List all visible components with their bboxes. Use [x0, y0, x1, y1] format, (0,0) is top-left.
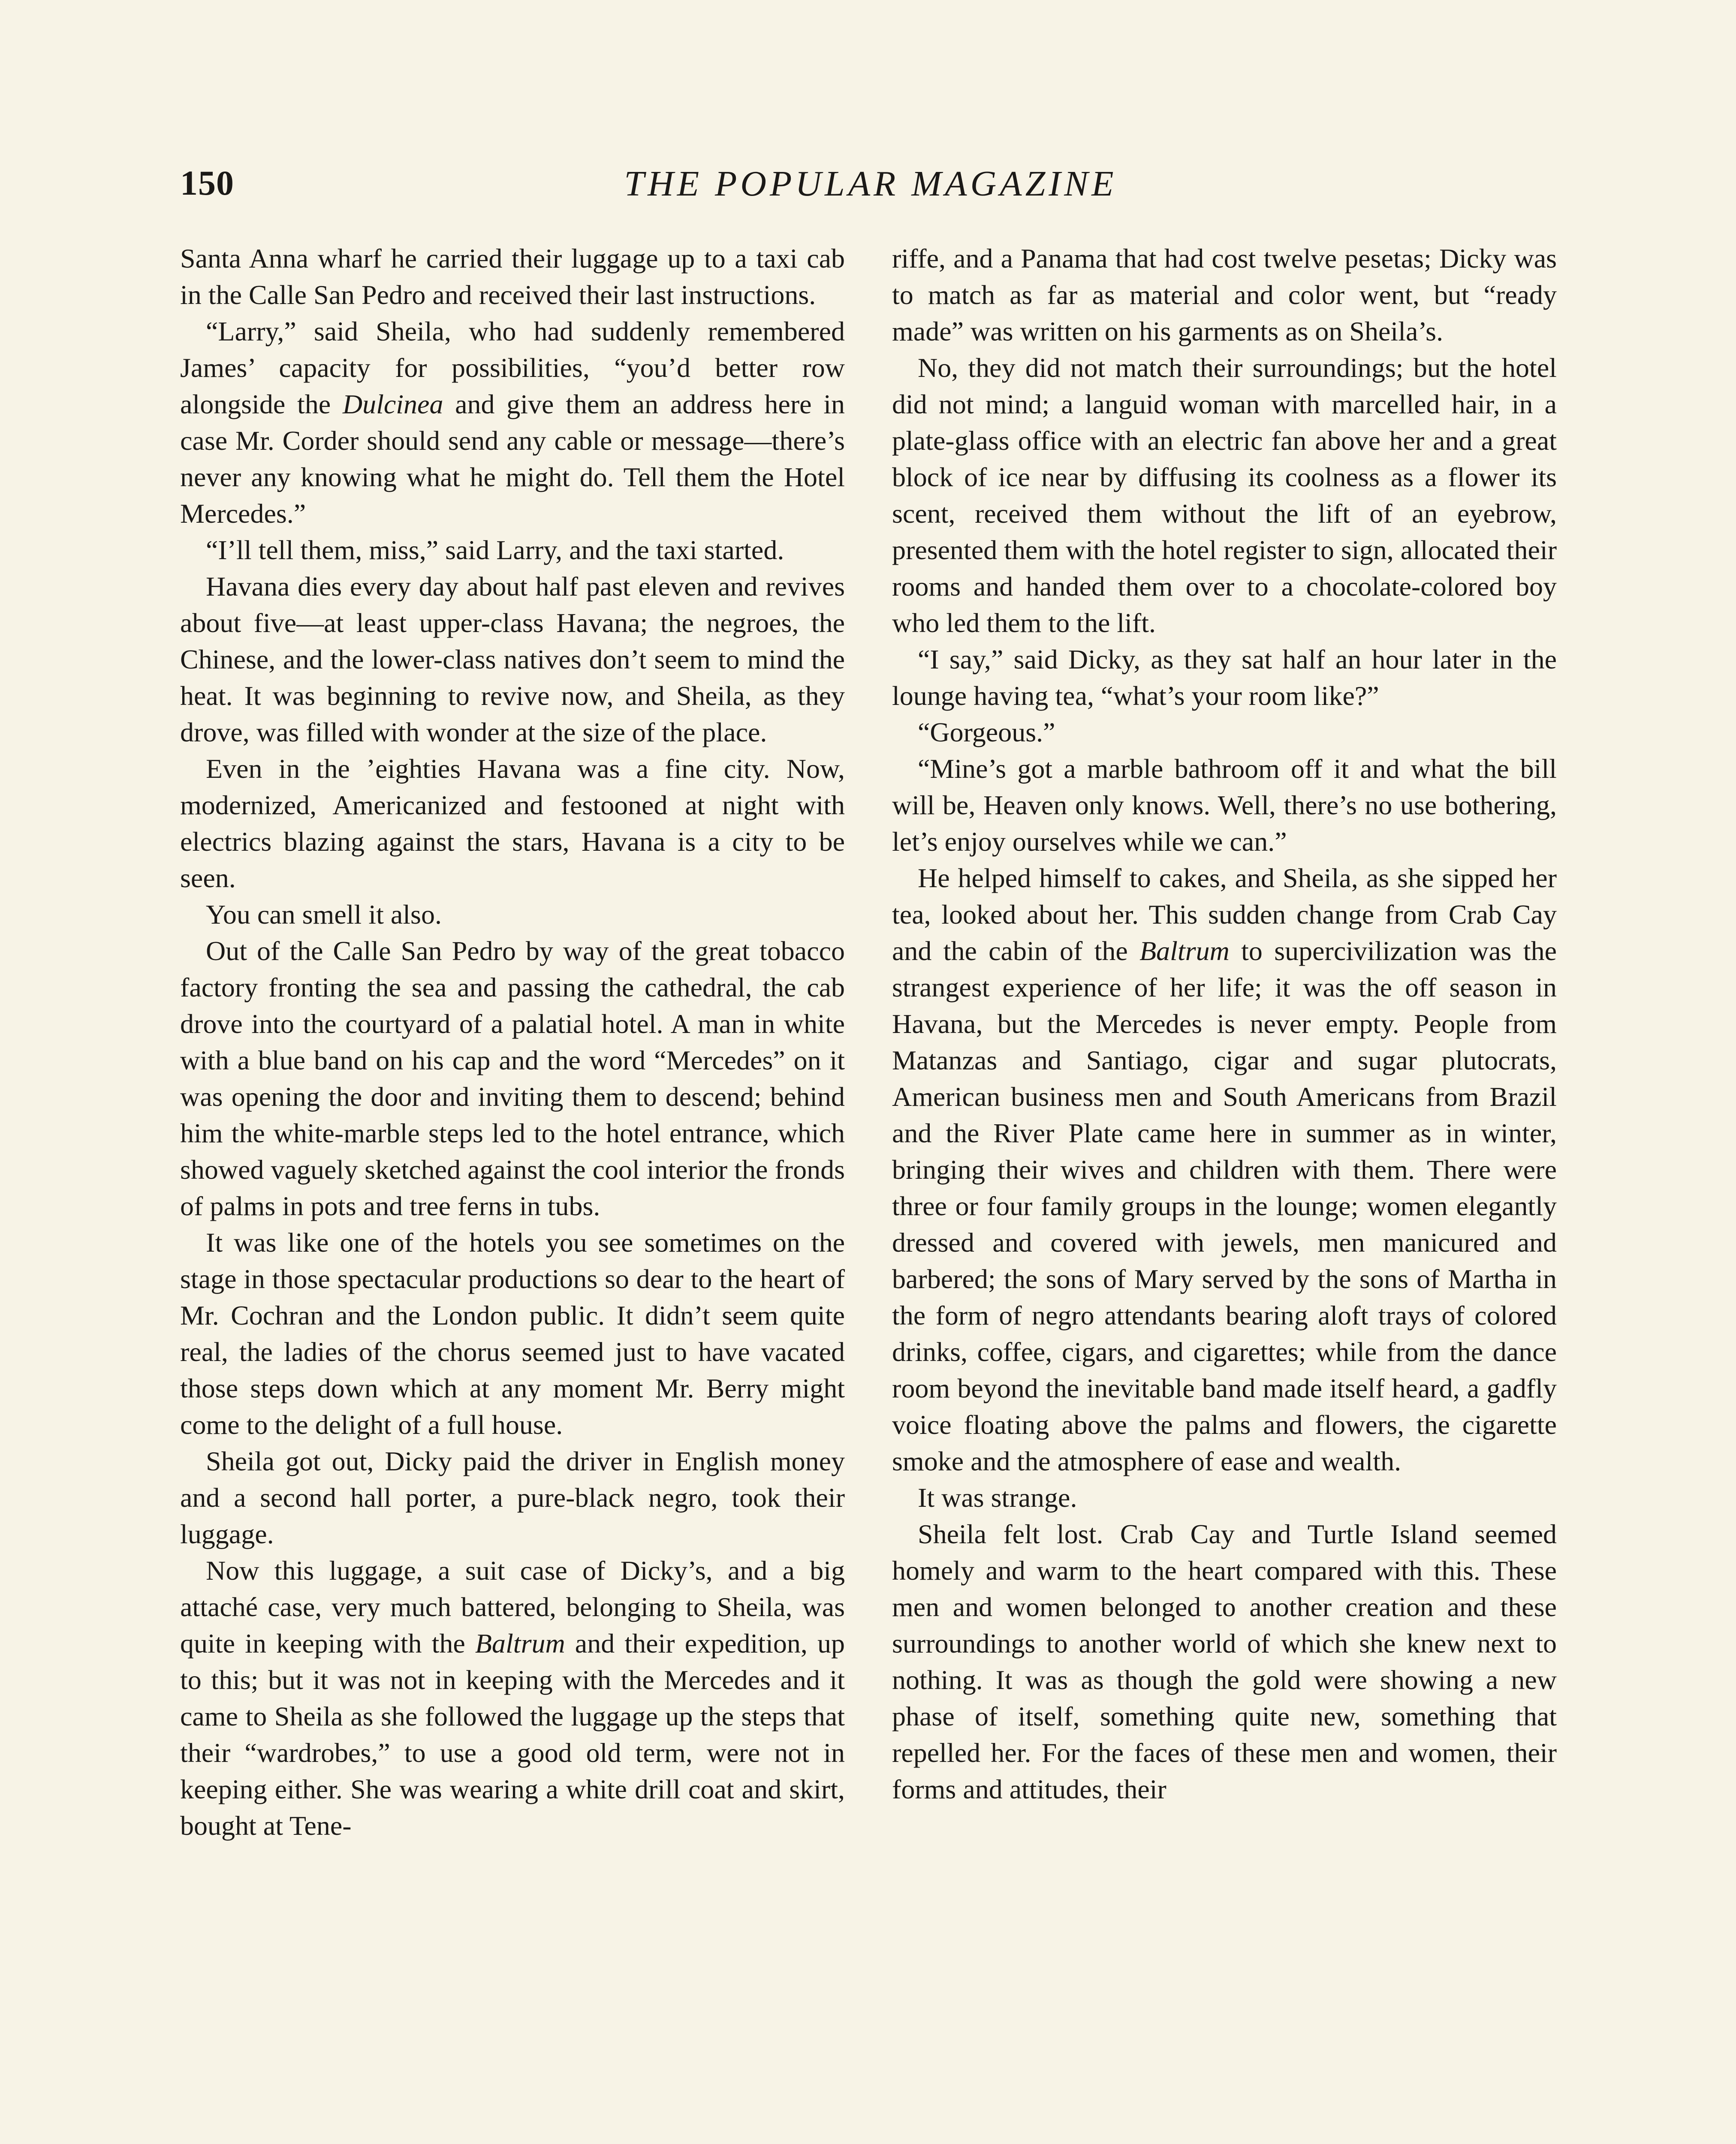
paragraph: Sheila felt lost. Crab Cay and Turtle Island seemed homely and warm to the heart compared with this. These men and women belonged to another creation and these surroundings to another world of which she knew next to nothing. It was as though the gold were showing a new phase of itself, something quite new, something that repelled her. For the faces of these men and women, their forms and attitudes, their	[892, 1519, 1557, 1804]
ship-name: Baltrum	[1139, 936, 1230, 966]
paragraph: Sheila got out, Dicky paid the driver in English money and a second hall porter, a pure-black negro, took their luggage.	[180, 1446, 845, 1549]
text-run: and their expedition, up to this; but it was not in keeping with the Mercedes and it came to Sheila as she followed the luggage up the steps that their “wardrobes,” to use a good old term, were not in keeping either. She was wearing a white drill coat and skirt, bought at Tene-	[180, 1628, 845, 1841]
page-number: 150	[180, 163, 234, 202]
paragraph: “Mine’s got a marble bathroom off it and what the bill will be, Heaven only knows. Well, there’s no use bothering, let’s enjoy ourselves while we can.”	[892, 753, 1557, 857]
paragraph: You can smell it also.	[206, 899, 442, 930]
paragraph: No, they did not match their surroundings; but the hotel did not mind; a languid woman with marcelled hair, in a plate-glass office with an electric fan above her and a great block of ice near by diffusing its coolness as a flower its scent, received them without the lift of an eyebrow, presented them with the hotel register to sign, allocated their rooms and handed them over to a chocolate-colored boy who led them to the lift.	[892, 352, 1557, 638]
left-column	[180, 240, 845, 2144]
text-run: and give them an address here in case Mr. Corder should send any cable or message—there’s never any knowing what he might do. Tell them the Hotel Mercedes.”	[180, 389, 845, 529]
paragraph: Santa Anna wharf he carried their luggage up to a taxi cab in the Calle San Pedro and received their last instructions.	[180, 243, 845, 310]
paragraph: Havana dies every day about half past eleven and revives about five—at least upper-class Havana; the negroes, the Chinese, and the lower-class natives don’t seem to mind the heat. It was beginning to revive now, and Sheila, as they drove, was filled with wonder at the size of the place.	[180, 571, 845, 747]
text-run: to supercivilization was the strangest experience of her life; it was the off season in Havana, but the Mercedes is never empty. People from Matanzas and Santiago, cigar and sugar plutocrats, American business men and South Americans from Brazil and the River Plate came here in summer as in winter, bringing their wives and children with them. There were three or four family groups in the lounge; women elegantly dressed and covered with jewels, men manicured and barbered; the sons of Mary served by the sons of Martha in the form of negro attendants bearing aloft trays of colored drinks, coffee, cigars, and cigarettes; while from the dance room beyond the inevitable band made itself heard, a gadfly voice floating above the palms and flowers, the cigarette smoke and the atmosphere of ease and wealth.	[892, 936, 1557, 1476]
right-column	[892, 240, 1557, 2144]
paragraph: Out of the Calle San Pedro by way of the great tobacco factory fronting the sea and passing the cathedral, the cab drove into the courtyard of a palatial hotel. A man in white with a blue band on his cap and the word “Mercedes” on it was opening the door and inviting them to descend; behind him the white-marble steps led to the hotel entrance, which showed vaguely sketched against the cool interior the fronds of palms in pots and tree ferns in tubs.	[180, 936, 845, 1221]
text-run: Now this luggage, a suit case of Dicky’s, and a big attaché case, very much battered, belonging to Sheila, was quite in keeping with the	[180, 1555, 845, 1659]
text-run: He helped himself to cakes, and Sheila, as she sipped her tea, looked about her. This sudden change from Crab Cay and the cabin of the	[892, 863, 1557, 966]
ship-name: Dulcinea	[342, 389, 443, 419]
text-run: “Larry,” said Sheila, who had suddenly remembered James’ capacity for possibilities, “you’d better row alongside the	[180, 316, 845, 419]
running-title: THE POPULAR MAGAZINE	[624, 164, 1117, 204]
paragraph: It was like one of the hotels you see sometimes on the stage in those spectacular productions so dear to the heart of Mr. Cochran and the London public. It didn’t seem quite real, the ladies of the chorus seemed just to have vacated those steps down which at any moment Mr. Berry might come to the delight of a full house.	[180, 1227, 845, 1440]
ship-name: Baltrum	[475, 1628, 565, 1659]
paragraph	[180, 313, 845, 532]
paragraph	[892, 860, 1557, 1479]
page-header	[180, 163, 1561, 210]
paragraph: “I’ll tell them, miss,” said Larry, and the taxi started.	[206, 535, 784, 565]
paragraph: riffe, and a Panama that had cost twelve pesetas; Dicky was to match as far as material and color went, but “ready made” was written on his garments as on Sheila’s.	[892, 243, 1557, 346]
paragraph: It was strange.	[918, 1482, 1077, 1513]
paragraph: “Gorgeous.”	[918, 717, 1055, 747]
paragraph: “I say,” said Dicky, as they sat half an hour later in the lounge having tea, “what’s your room like?”	[892, 644, 1557, 711]
paragraph	[180, 1552, 845, 1844]
paragraph: Even in the ’eighties Havana was a fine city. Now, modernized, Americanized and festooned at night with electrics blazing against the stars, Havana is a city to be seen.	[180, 753, 845, 893]
